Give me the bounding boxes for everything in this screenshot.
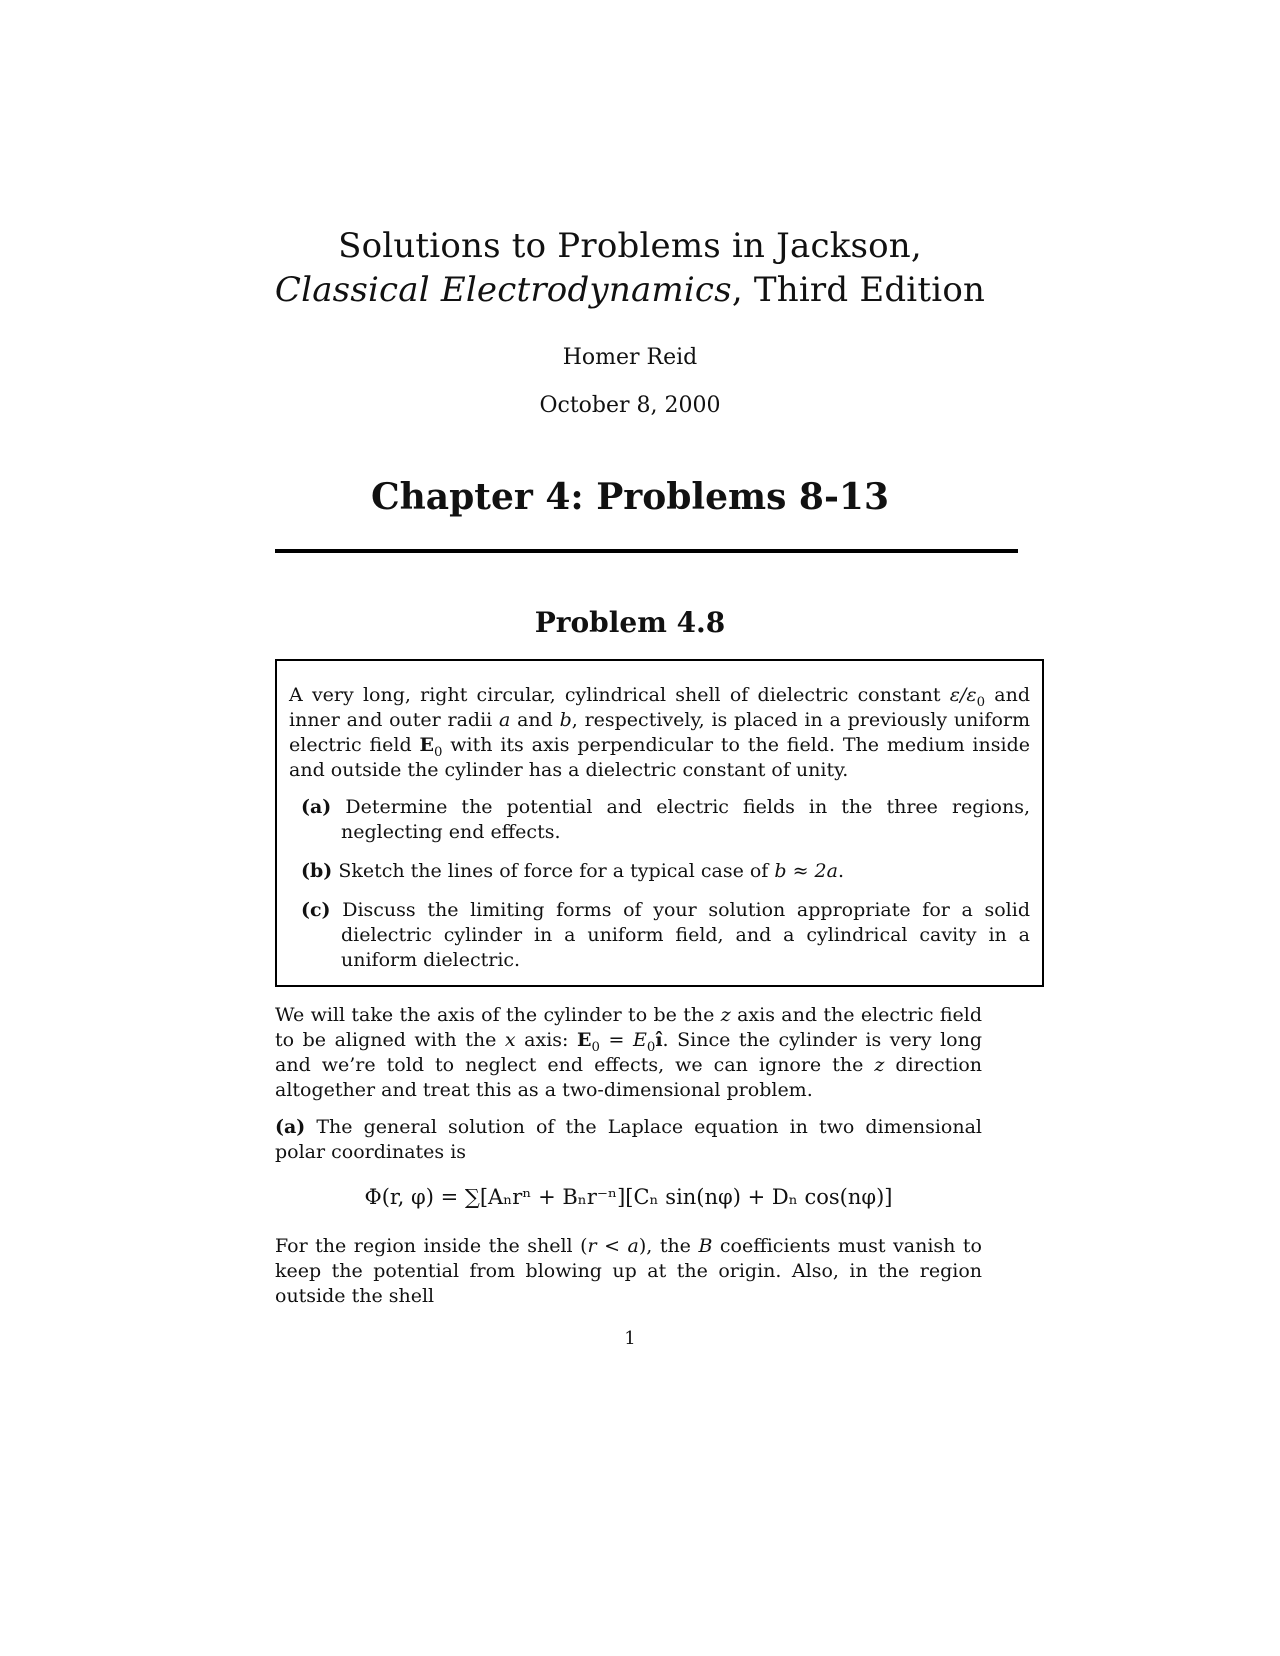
laplace-equation: Φ(r, φ) = ∑[Aₙrⁿ + Bₙr⁻ⁿ][Cₙ sin(nφ) + Dₙ cos(nφ)] xyxy=(364,1185,893,1209)
title-line-2 xyxy=(0,268,1260,312)
author: Homer Reid xyxy=(562,345,698,370)
solution-body xyxy=(275,1003,982,1177)
statement-part-b: (b) Sketch the lines of force for a typical case of b ≈ 2a. xyxy=(301,860,845,882)
statement-part-a: (a) Determine the potential and electric fields in the three regions, neglecting end effects. xyxy=(301,796,1030,843)
solution-paragraph-2: (a) The general solution of the Laplace equation in two dimensional polar coordinates is xyxy=(275,1116,982,1163)
date: October 8, 2000 xyxy=(539,393,721,418)
title-line-1: Solutions to Problems in Jackson, xyxy=(338,226,922,266)
chapter-rule xyxy=(275,549,1018,553)
statement-part-c: (c) Discuss the limiting forms of your solution appropriate for a solid dielectric cylinder in a uniform field, and a cylindrical cavity in a uniform dielectric. xyxy=(301,899,1031,971)
book-title: Classical Electrodynamics xyxy=(274,270,732,310)
statement-intro: A very long, right circular, cylindrical shell of dielectric constant $\varepsilon/\varepsilon_0$ and inner and outer radii a and b, respectively, is placed in a previously uniform electric field $E_0$ with its axis perpendicular to the field. The medium inside and outside the cylinder has a dielectric constant of unity. xyxy=(289,684,1030,781)
chapter-heading: Chapter 4: Problems 8-13 xyxy=(370,476,889,518)
problem-statement-box xyxy=(275,659,1044,987)
edition-text: , Third Edition xyxy=(731,270,986,310)
solution-paragraph-3: For the region inside the shell (r < a), the B coefficients must vanish to keep the potential from blowing up at the origin. Also, in the region outside the shell xyxy=(275,1235,982,1307)
page-number: 1 xyxy=(624,1328,636,1349)
solution-paragraph-1: We will take the axis of the cylinder to be the z axis and the electric field to be aligned with the x axis: $E_0$ = $E_0î$. Since the cylinder is very long and we’re told to neglect end effects, we can ignore the z direction altogether and treat this as a two-dimensional problem. xyxy=(275,1004,983,1101)
problem-heading: Problem 4.8 xyxy=(534,606,726,639)
